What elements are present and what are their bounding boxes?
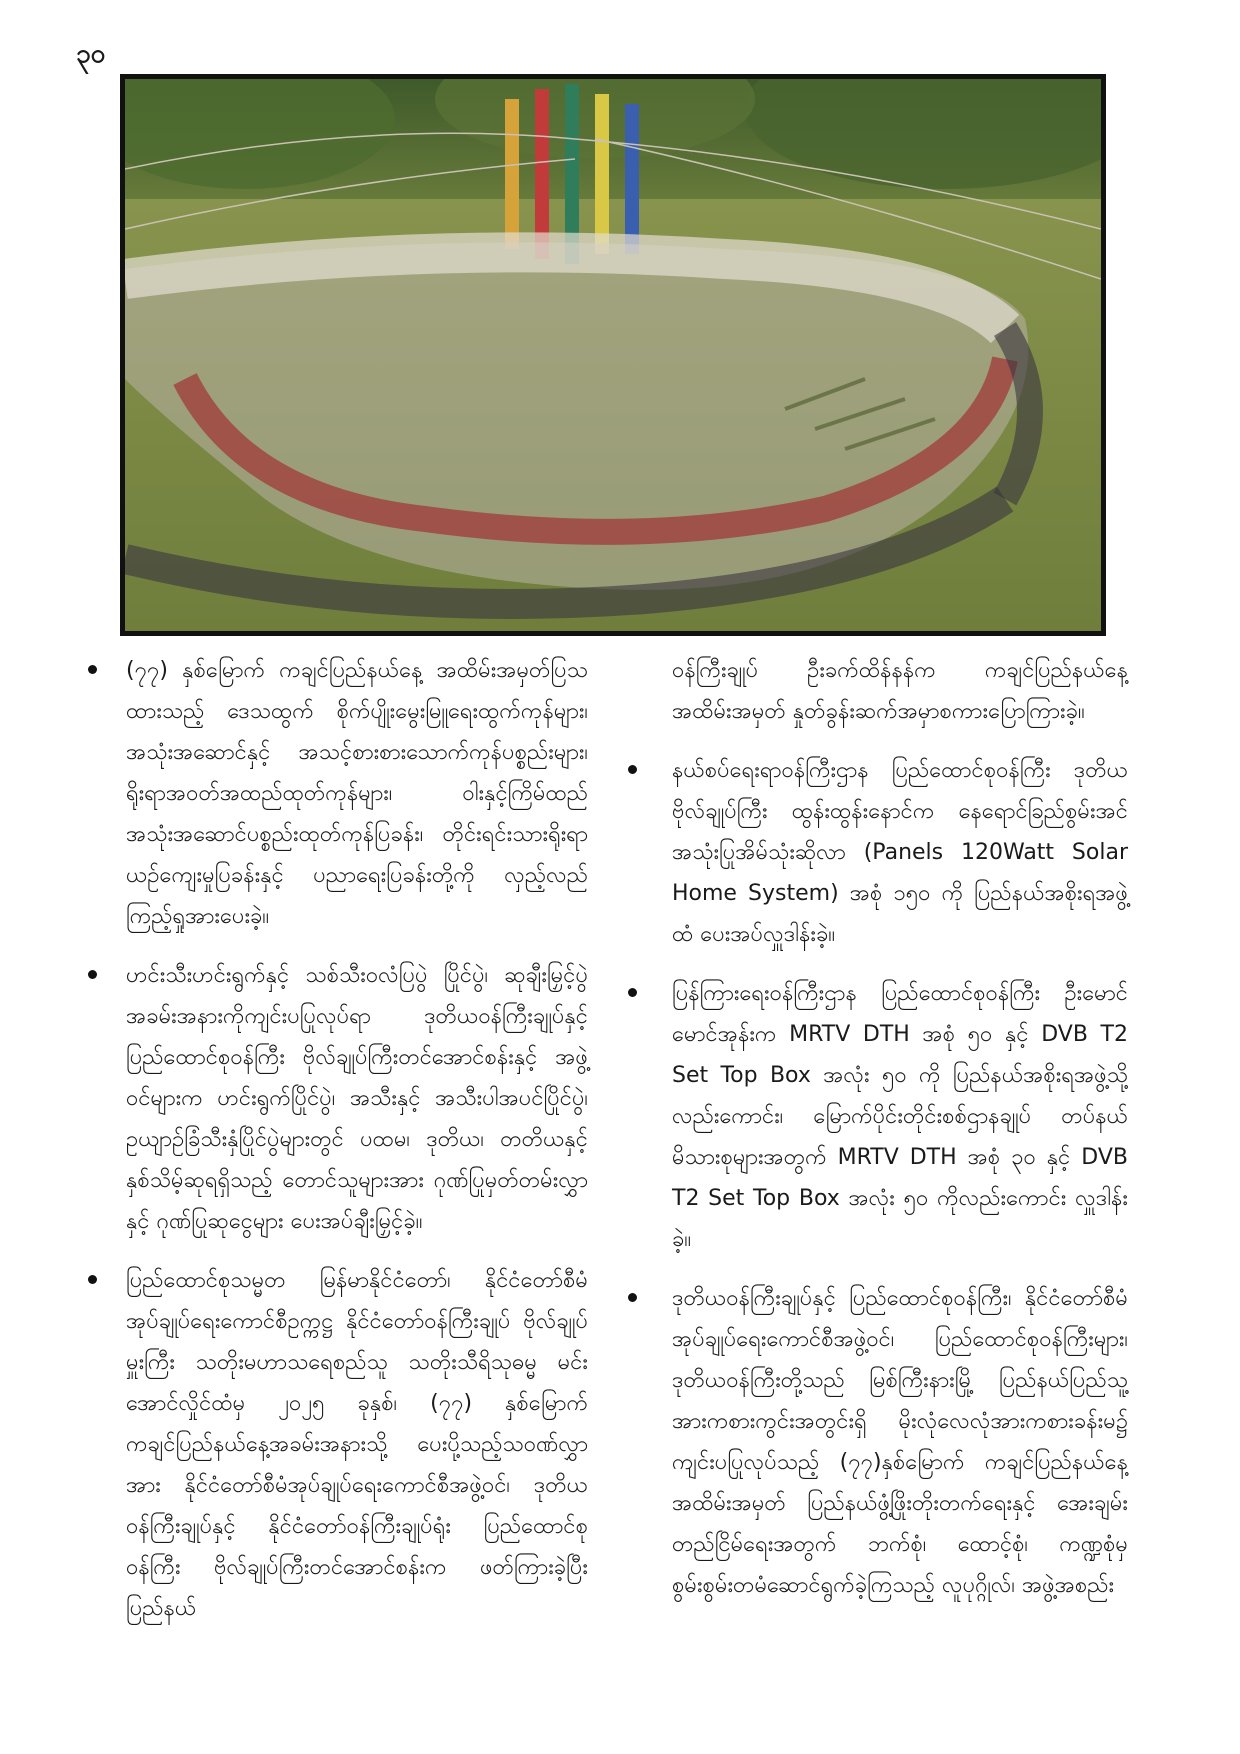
bullet-icon xyxy=(628,988,637,997)
paragraph-exhibition-visit xyxy=(88,650,588,937)
bullet-icon xyxy=(628,765,637,774)
paragraph-text: ဟင်းသီးဟင်းရွက်နှင့် သစ်သီးဝလံပြပွဲ ပြိုင်ပွဲ၊ ဆုချီးမြှင့်ပွဲ အခမ်းအနားကိုကျင်းပပြုလုပ်ရာ ဒုတိယဝန်ကြီးချုပ်နှင့် ပြည်ထောင်စုဝန်ကြီး ဗိုလ်ချုပ်ကြီးတင်အောင်စန်းနှင့် အဖွဲ့ဝင်များက ဟင်းရွက်ပြိုင်ပွဲ၊ အသီးနှင့် အသီးပါအပင်ပြိုင်ပွဲ၊ ဥယျာဉ်ခြံသီးနှံပြိုင်ပွဲများတွင် ပထမ၊ ဒုတိယ၊ တတိယနှင့် နှစ်သိမ့်ဆုရရှိသည့် တောင်သူများအား ဂုဏ်ပြုမှတ်တမ်းလွှာနှင့် ဂုဏ်ပြုဆုငွေများ ပေးအပ်ချီးမြှင့်ခဲ့။ xyxy=(126,963,588,1234)
paragraph-text: ဒုတိယဝန်ကြီးချုပ်နှင့် ပြည်ထောင်စုဝန်ကြီး၊ နိုင်ငံတော်စီမံအုပ်ချုပ်ရေးကောင်စီအဖွဲ့ဝင်၊ ပြည်ထောင်စုဝန်ကြီးများ၊ ဒုတိယဝန်ကြီးတို့သည် မြစ်ကြီးနားမြို့ ပြည်နယ်ပြည်သူ့အားကစားကွင်းအတွင်းရှိ မိုးလုံလေလုံအားကစားခန်းမ၌ ကျင်းပပြုလုပ်သည့် (၇၇)နှစ်မြောက် ကချင်ပြည်နယ်နေ့အထိမ်းအမှတ် ပြည်နယ်ဖွံ့ဖြိုးတိုးတက်ရေးနှင့် အေးချမ်းတည်ငြိမ်ရေးအတွက် ဘက်စုံ၊ ထောင့်စုံ၊ ကဏ္ဍစုံမှ စွမ်းစွမ်းတမံဆောင်ရွက်ခဲ့ကြသည့် လူပုဂ္ဂိုလ်၊ အဖွဲ့အစည်း xyxy=(672,1286,1128,1598)
paragraph-text: ပြန်ကြားရေးဝန်ကြီးဌာန ပြည်ထောင်စုဝန်ကြီး ဦးမောင်မောင်အုန်းက MRTV DTH အစုံ ၅၀ နှင့် DVB T2 Set Top Box အလုံး ၅၀ ကို ပြည်နယ်အစိုးရအဖွဲ့သို့လည်းကောင်း၊ မြောက်ပိုင်းတိုင်းစစ်ဌာနချုပ် တပ်နယ်မိသားစုများအတွက် MRTV DTH အစုံ ၃၀ နှင့် DVB T2 Set Top Box အလုံး ၅၀ ကိုလည်းကောင်း လှူဒါန်းခဲ့။ xyxy=(672,981,1128,1252)
bullet-icon xyxy=(88,665,97,674)
bullet-icon xyxy=(628,1293,637,1302)
paragraph-text: ပြည်ထောင်စုသမ္မတ မြန်မာနိုင်ငံတော်၊ နိုင်ငံတော်စီမံအုပ်ချုပ်ရေးကောင်စီဥက္ကဋ္ဌ နိုင်ငံတော်ဝန်ကြီးချုပ် ဗိုလ်ချုပ်မှူးကြီး သတိုးမဟာသရေစည်သူ သတိုးသီရိသုဓမ္မ မင်းအောင်လှိုင်ထံမှ ၂၀၂၅ ခုနှစ်၊ (၇၇) နှစ်မြောက် ကချင်ပြည်နယ်နေ့အခမ်းအနားသို့ ပေးပို့သည့်သဝဏ်လွှာအား နိုင်ငံတော်စီမံအုပ်ချုပ်ရေးကောင်စီအဖွဲ့ဝင်၊ ဒုတိယဝန်ကြီးချုပ်နှင့် နိုင်ငံတော်ဝန်ကြီးချုပ်ရုံး ပြည်ထောင်စုဝန်ကြီး ဗိုလ်ချုပ်ကြီးတင်အောင်စန်းက ဖတ်ကြားခဲ့ပြီး ပြည်နယ် xyxy=(126,1268,588,1621)
paragraph-text: နယ်စပ်ရေးရာဝန်ကြီးဌာန ပြည်ထောင်စုဝန်ကြီး ဒုတိယဗိုလ်ချုပ်ကြီး ထွန်းထွန်းနောင်က နေရောင်ခြည်စွမ်းအင်အသုံးပြုအိမ်သုံးဆိုလာ (Panels 120Watt Solar Home System) အစုံ ၁၅၀ ကို ပြည်နယ်အစိုးရအဖွဲ့ထံ ပေးအပ်လှူဒါန်းခဲ့။ xyxy=(672,758,1128,947)
festival-photo-illustration xyxy=(125,79,1101,631)
page-number: ၃၀ xyxy=(76,39,106,69)
bullet-icon xyxy=(88,970,97,979)
paragraph-dth-donation xyxy=(628,973,1128,1260)
left-column xyxy=(88,650,588,1647)
paragraph-honoring-ceremony xyxy=(628,1278,1128,1606)
paragraph-message-reading xyxy=(88,1260,588,1629)
paragraph-continuation xyxy=(628,650,1128,732)
right-column xyxy=(628,650,1128,1624)
festival-photo xyxy=(120,74,1106,636)
paragraph-vegetable-contest xyxy=(88,955,588,1242)
bullet-icon xyxy=(88,1275,97,1284)
paragraph-text: (၇၇) နှစ်မြောက် ကချင်ပြည်နယ်နေ့ အထိမ်းအမှတ်ပြသထားသည့် ဒေသထွက် စိုက်ပျိုးမွေးမြူရေးထွက်ကုန်များ၊ အသုံးအဆောင်နှင့် အသင့်စားစားသောက်ကုန်ပစ္စည်းများ၊ ရိုးရာအဝတ်အထည်ထုတ်ကုန်များ၊ ဝါးနှင့်ကြိမ်ထည် အသုံးအဆောင်ပစ္စည်းထုတ်ကုန်ပြခန်း၊ တိုင်းရင်းသားရိုးရာယဉ်ကျေးမှုပြခန်းနှင့် ပညာရေးပြခန်းတို့ကို လှည့်လည်ကြည့်ရှုအားပေးခဲ့။ xyxy=(126,658,588,929)
paragraph-solar-donation xyxy=(628,750,1128,955)
paragraph-text: ဝန်ကြီးချုပ် ဦးခက်ထိန်နန်က ကချင်ပြည်နယ်နေ့အထိမ်းအမှတ် နှုတ်ခွန်းဆက်အမှာစကားပြောကြားခဲ့။ xyxy=(672,658,1128,724)
